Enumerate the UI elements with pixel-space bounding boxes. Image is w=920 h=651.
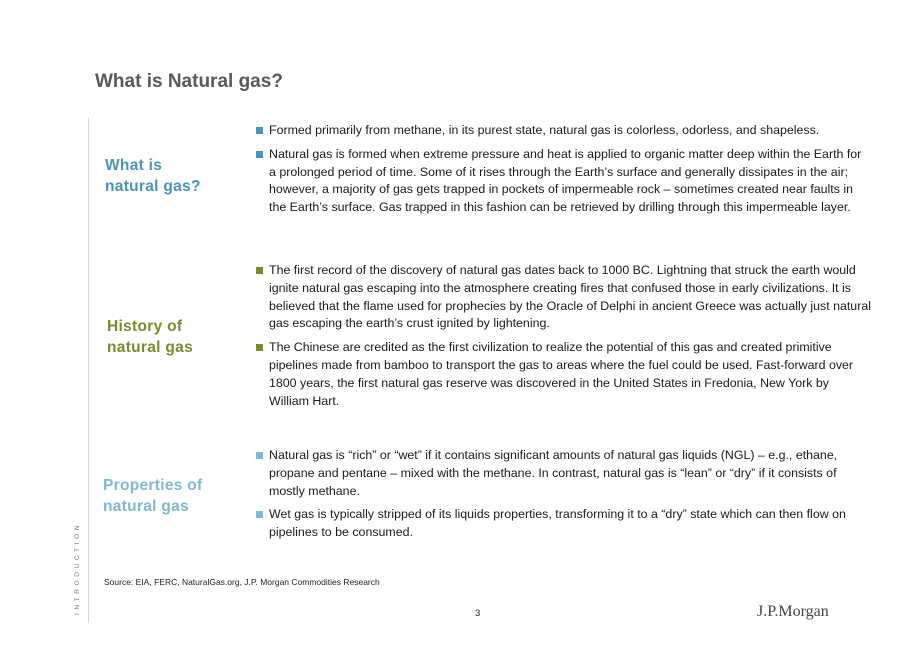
bullet-text: The first record of the discovery of natural gas dates back to 1000 BC. Lightning that struck the earth would ignite natural gas escaping into the atmosphere creating fires that confused those in early civilizations. It is believed that the flame used for prophecies by the Oracle of Delphi in ancient Greece was actually just natural gas escaping the earth’s crust ignited by lightening. (269, 263, 871, 331)
bullet-square-icon (256, 267, 263, 274)
section-label-line: natural gas? (105, 178, 201, 195)
bullet-square-icon (256, 511, 263, 518)
section-label-line: What is (105, 157, 163, 174)
bullet-square-icon (256, 127, 263, 134)
bullet-text: Wet gas is typically stripped of its liquids properties, transforming it to a “dry” state which can then flow on pipelines to be consumed. (269, 507, 846, 540)
source-note: Source: EIA, FERC, NaturalGas.org, J.P. Morgan Commodities Research (104, 577, 380, 587)
jpmorgan-logo: J.P.Morgan (757, 603, 829, 620)
bullet-square-icon (256, 344, 263, 351)
side-section-label: INTRODUCTION (74, 521, 81, 615)
bullet-item (256, 122, 871, 140)
section-label-history (107, 316, 193, 358)
bullet-item (256, 262, 871, 333)
section-label-line: natural gas (107, 339, 193, 356)
bullet-item (256, 447, 871, 500)
bullet-text: Natural gas is formed when extreme pressure and heat is applied to organic matter deep within the Earth for a prolonged period of time. Some of it rises through the Earth’s surface and generally dissipates in the air; however, a majority of gas gets trapped in pockets of impermeable rock – sometimes created near faults in the Earth’s surface. Gas trapped in this fashion can be retrieved by drilling through this impermeable layer. (269, 146, 862, 215)
bullet-item (256, 146, 871, 217)
bullet-square-icon (256, 452, 263, 459)
section-label-line: History of (107, 318, 183, 335)
bullet-text: Natural gas is “rich” or “wet” if it contains significant amounts of natural gas liquids (NGL) – e.g., ethane, propane and pentane – mixed with the methane. In contrast, natural gas is “lean” or “dry” if it consists of mostly methane. (269, 448, 838, 498)
section-label-line: Properties of (103, 477, 203, 494)
section-label-what-is (105, 155, 201, 197)
section-label-properties (103, 475, 203, 517)
section-bullets-properties (256, 447, 871, 548)
section-bullets-history (256, 262, 871, 416)
page-title: What is Natural gas? (95, 71, 283, 92)
bullet-text: Formed primarily from methane, in its purest state, natural gas is colorless, odorless, and shapeless. (269, 123, 820, 137)
page-number: 3 (475, 608, 481, 619)
bullet-item (256, 506, 871, 542)
bullet-item (256, 339, 871, 410)
section-bullets-what-is (256, 122, 871, 223)
section-label-line: natural gas (103, 498, 189, 515)
bullet-square-icon (256, 151, 263, 158)
bullet-text: The Chinese are credited as the first civilization to realize the potential of this gas and created primitive pipelines made from bamboo to transport the gas to areas where the fuel could be used. Fast-forward over 1800 years, the first natural gas reserve was discovered in the United States in Fredonia, New York by William Hart. (269, 340, 854, 408)
vertical-divider (88, 118, 89, 623)
